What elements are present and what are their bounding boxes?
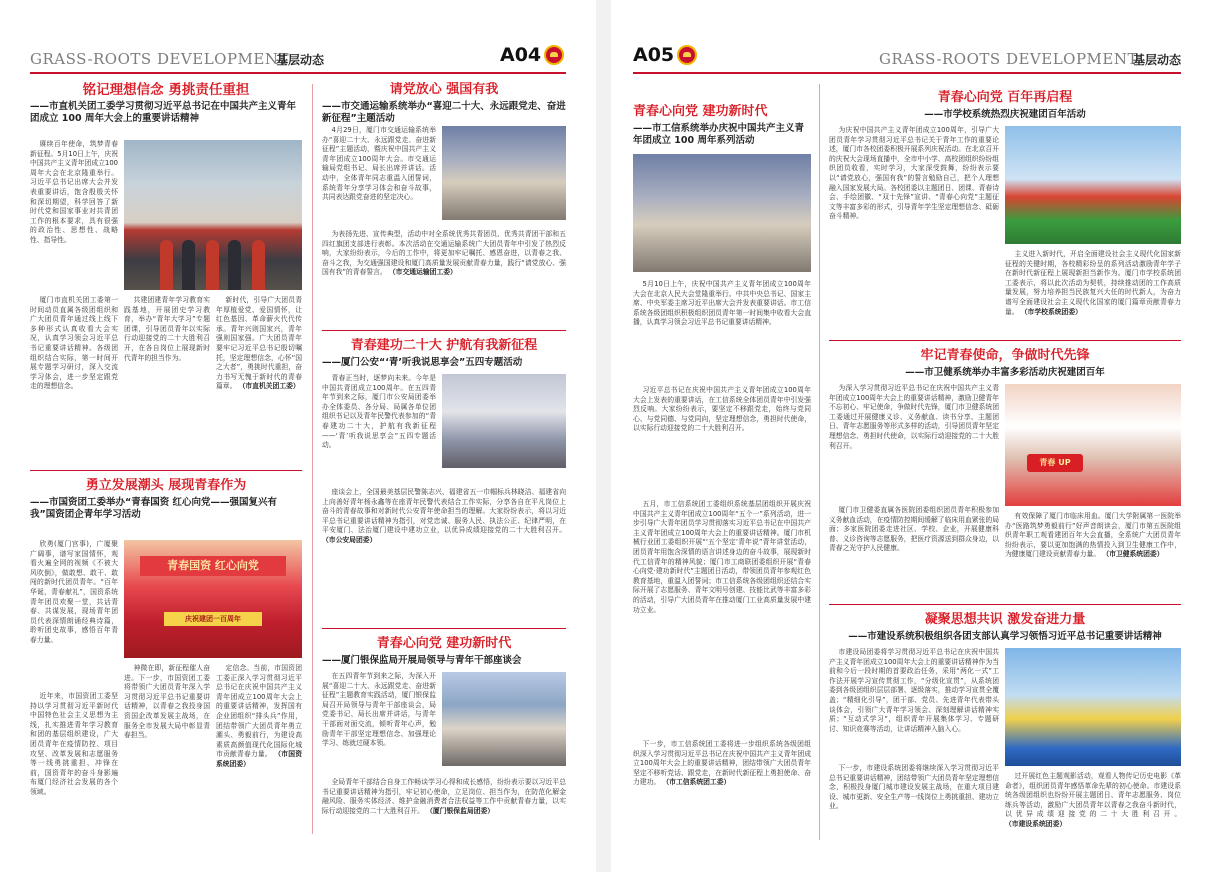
photo-banner: 青春国资 红心向党: [140, 556, 286, 576]
header-rule: [30, 72, 566, 74]
article-4-photo: [124, 540, 302, 658]
youth-league-emblem-icon: [677, 45, 697, 65]
photo-banner-secondary: 庆祝建团一百周年: [164, 612, 262, 626]
article-8-body-3: 有效保障了厦门市临床用血。厦门大学附属第一医院举办“医路筑梦勇毅前行”好声音朗读会，厦门市第五医院组织青年职工观看建团百年大会直播，全系统广大团员青年纷纷表示，要以更加饱满的热情投入到卫生健康工作中，为健康厦门建设贡献青春力量。 （市卫健系统团委）: [1005, 512, 1181, 559]
article-1-body-1: 赓续百年使命，筑梦青春新征程。5月10日上午，庆祝中国共产主义青年团成立100周年大会在北京隆重举行。习近平总书记出席大会并发表重要讲话，饱含殷殷关怀和深切期望，科学回答了新时代党和国家事业对共青团工作的根本要求，具有很强的政治性、思想性、战略性、指导性。: [30, 140, 118, 244]
section-label: 基层动态: [276, 53, 325, 67]
article-3-source: （市公安局团委）: [322, 535, 377, 544]
article-6-photo: [633, 154, 811, 272]
article-4-title: 勇立发展潮头 展现青春作为: [85, 478, 247, 493]
article-9-subtitle: ——市建设系统积极组织各团支部认真学习领悟习近平总书记重要讲话精神: [848, 631, 1162, 642]
article-8-body-2: 厦门市卫健委直属各医院团委组织团员青年积极参加义务献血活动，在疫情防控期间缓解了临床用血紧张的局面；多家医院团委走进社区、学校、企业，开展健康科普、义诊咨询等志愿服务，把医疗资源送到群众身边，以青春之光守护人民健康。: [829, 506, 999, 553]
article-3: [322, 338, 566, 622]
article-8-subtitle: ——市卫健系统举办丰富多彩活动庆祝建团百年: [905, 367, 1105, 378]
photo-figure: [228, 240, 241, 290]
article-2-body-1: 4月29日，厦门市交通运输系统举办“喜迎二十大、永远跟党走、奋进新征程”主题活动，暨庆祝中国共产主义青年团成立100周年大会。市交通运输局党组书记、局长出席并讲话。活动中，全体青年同志重温入团誓词，系统青年分享学习体会和奋斗故事，共同表达跟党奋进的坚定决心。: [322, 126, 436, 202]
article-6: [633, 104, 811, 840]
youth-league-emblem-icon: [544, 45, 564, 65]
article-4-body-1: 欣勇(厦门宫事)，广厦聚广阔事，谱写家国情怀，观看火遍全网的视频《不被大风吹倒》，做敢想、敢干、敢闯的新时代团员青年。“百年华诞，青春献礼”，国资系统青年团员欢聚一堂，共话青春、共谋发展，现场青年团员代表深情朗诵经典诗篇，聆听团史故事，感悟百年青春力量。: [30, 540, 118, 644]
article-6-body-4: 下一步，市工信系统团工委将进一步组织系统各级团组织深入学习贯彻习近平总书记在庆祝中国共产主义青年团成立100周年大会上的重要讲话精神，团结带领广大团员青年坚定不移听党话、跟党走，在新时代新征程上勇担使命、奋力建功。 （市工信系统团工委）: [633, 740, 811, 787]
photo-figure: [206, 240, 219, 290]
article-7-photo: [1005, 126, 1181, 244]
article-3-photo: [442, 374, 566, 468]
column-divider: [819, 84, 820, 840]
column-divider: [312, 84, 313, 834]
article-2: [322, 82, 566, 324]
page-gutter: [596, 0, 611, 872]
article-5-body-1: 在五四青年节到来之际，为深入开展“喜迎二十大、永远跟党走、奋进新征程”主题教育实践活动，厦门银保监局召开局领导与青年干部座谈会，局党委书记、局长出席并讲话，与青年干部面对面交流，倾听青年心声，勉励青年干部坚定理想信念、加强理论学习、练就过硬本领。: [322, 672, 436, 748]
article-1-title: 铭记理想信念 勇挑责任重担: [82, 82, 250, 98]
article-9-title: 凝聚思想共识 激发奋进力量: [924, 612, 1086, 627]
article-9: [829, 612, 1181, 846]
section-label: 基层动态: [1133, 53, 1182, 67]
header-rule: [633, 72, 1181, 74]
article-8-photo: [1005, 384, 1181, 506]
article-7-body-2: 主义进入新时代，开启全面建设社会主义现代化国家新征程的关键时期，各校精彩纷呈的系列活动激励青年学子在新时代新征程上展现新担当新作为。厦门市学校系统团工委表示，将以此次活动为契机，持续推动团的工作高质量发展，努力培养担当民族复兴大任的时代新人，为奋力谱写全面建设社会主义现代化国家的厦门篇章贡献青春力量。 （市学校系统团委）: [1005, 250, 1181, 316]
article-2-subtitle: ——市交通运输系统举办“喜迎二十大、永远跟党走、奋进新征程”主题活动: [322, 101, 566, 124]
article-1-body-2: 厦门市直机关团工委第一时间动员直属各级团组织和广大团员青年通过线上线下多种形式认真收看大会实况，认真学习领会习近平总书记重要讲话精神。各级团组织结合实际，第一时间开展专题学习研讨，深入交流学习体会，进一步坚定跟党走的理想信念。: [30, 296, 118, 391]
article-7-title: 青春心向党 百年再启程: [937, 90, 1073, 105]
article-6-subtitle: ——市工信系统举办庆祝中国共产主义青年团成立 100 周年系列活动: [633, 123, 805, 146]
article-6-source: （市工信系统团工委）: [662, 778, 731, 787]
article-3-body-1: 青春正当时，逐梦向未来。今年是中国共青团成立100周年。在五四青年节到来之际，厦门市公安局团委举办全体委员、各分局、局属各单位团组织书记以及青年民警代表参加的“青春建功二十大，护航有我新征程——‘青’听我说思享会”五四专题活动。: [322, 374, 436, 450]
article-6-title: 青春心向党 建功新时代: [633, 104, 768, 119]
article-2-title: 请党放心 强国有我: [389, 82, 499, 97]
article-5-photo: [442, 672, 566, 766]
article-5-source: （厦门银保监局团委）: [426, 806, 495, 815]
article-separator: [30, 470, 302, 471]
brand-title: GRASS-ROOTS DEVELOPMENT: [30, 50, 289, 68]
article-3-title: 青春建功二十大 护航有我新征程: [350, 338, 538, 353]
article-9-photo: [1005, 648, 1181, 766]
page-number: A04: [500, 44, 542, 66]
brand-title: GRASS-ROOTS DEVELOPMENT: [879, 50, 1138, 68]
page-header: [30, 40, 566, 72]
article-2-photo: [442, 126, 566, 220]
photo-badge: 青春 UP: [1027, 454, 1083, 472]
page-a04: [0, 0, 596, 872]
article-5: [322, 636, 566, 846]
article-4: [30, 478, 302, 846]
article-3-subtitle: ——厦门公安“‘青’听我说思享会”五四专题活动: [322, 357, 523, 368]
article-6-body-3: 五月，市工信系统团工委组织系统基层团组织开展庆祝中国共产主义青年团成立100周年“五个一”系列活动，进一步引导广大青年团员学习贯彻落实习近平总书记在中国共产主义青年团成立100周年大会上的重要讲话精神。厦门市机械行业团工委组织开展“‘五个坚定’青年说”青年讲堂活动，团员青年用饱含深情的语言讲述身边的奋斗故事，展现新时代工信青年的精神风貌；厦门市工商联团委组织开展“青春心向党·建功新时代”主题团日活动，带领团员青年参观红色教育基地，重温入团誓词；市工信系统各级团组织还结合实际开展了志愿服务、青年文明号创建、技能比武等丰富多彩的活动，引导广大团员青年在推动厦门工业高质量发展中建功立业。: [633, 500, 811, 614]
article-4-body-4: 定信念。当前，市国资团工委正深入学习贯彻习近平总书记在庆祝中国共产主义青年团成立100周年大会上的重要讲话精神，发挥国有企业团组织“排头兵”作用，团结带领广大团员青年勇立潮头、勇毅前行，为建设高素质高颜值现代化国际化城市贡献青春力量。 （市国资系统团委）: [216, 664, 302, 768]
article-7-source: （市学校系统团委）: [1020, 307, 1082, 316]
article-7-subtitle: ——市学校系统热烈庆祝建团百年活动: [924, 109, 1086, 120]
article-9-body-2: 下一步，市建设系统团委将继续深入学习贯彻习近平总书记重要讲话精神，团结带领广大团员青年坚定理想信念，积极投身厦门城市建设发展主战场，在重大项目建设、城市更新、安全生产等一线岗位上勇挑重担、建功立业。: [829, 764, 999, 811]
photo-figure: [252, 240, 265, 290]
article-4-source: （市国资系统团委）: [216, 750, 302, 768]
article-5-subtitle: ——厦门银保监局开展局领导与青年干部座谈会: [322, 655, 522, 666]
article-2-source: （市交通运输团工委）: [388, 268, 457, 277]
page-header: [633, 40, 1181, 72]
article-1-source: （市直机关团工委）: [238, 382, 300, 391]
page-a05: [611, 0, 1207, 872]
article-5-title: 青春心向党 建功新时代: [376, 636, 512, 651]
article-separator: [829, 604, 1181, 605]
article-4-body-2: 近年来，市国资团工委坚持以学习贯彻习近平新时代中国特色社会主义思想为主线，扎实推进青年学习教育和团的基层组织建设，广大团员青年在疫情防控、项目攻坚、改革发展和志愿服务等一线勇挑重担、冲锋在前，国资青年的奋斗身影遍布厦门经济社会发展的各个领域。: [30, 692, 118, 796]
article-separator: [829, 340, 1181, 341]
article-separator: [322, 628, 566, 629]
article-6-body-1: 5月10日上午，庆祝中国共产主义青年团成立100周年大会在北京人民大会堂隆重举行。中共中央总书记、国家主席、中央军委主席习近平出席大会并发表重要讲话。市工信系统各级团组织积极组织团员青年第一时间集中收看大会直播，认真学习领会习近平总书记重要讲话精神。: [633, 280, 811, 327]
article-3-body-2: 座谈会上，全国最美基层民警陈志兴、福建省五一巾帼标兵林晓洁、福建省向上向善好青年杨永鑫等在座青年民警代表结合工作实际，分享各自在平凡岗位上奋斗的青春故事和对新时代公安青年使命担当的理解。大家纷纷表示，将以习近平总书记重要讲话精神为指引，对党忠诚、服务人民、执法公正、纪律严明，在平安厦门、法治厦门建设中建功立业，以优异成绩迎接党的二十大胜利召开。 （市公安局团委）: [322, 488, 566, 544]
article-7-body-1: 为庆祝中国共产主义青年团成立100周年，引导广大团员青年学习贯彻习近平总书记关于青年工作的重要论述，厦门市各校团委积极开展系列庆祝活动。在北京召开的庆祝大会现场直播中，全市中小学、高校团组织纷纷组织团员收看，实时学习，大家深受鼓舞，纷纷表示要以“请党放心，强国有我”的誓言勉励自己，把个人理想融入国家发展大局。各校团委以主题团日、团课、青春诗会、手绘团徽、“双十先锋”宣讲、“青春心向党”主题征文等丰富多彩的形式，引导青年学生坚定理想信念、砥砺奋斗精神。: [829, 126, 999, 221]
article-7: [829, 90, 1181, 332]
article-1-photo: [124, 140, 302, 290]
article-4-subtitle: ——市国资团工委举办“青春国资 红心向党——强国复兴有我”国资团企青年学习活动: [30, 497, 278, 520]
article-8-source: （市卫健系统团委）: [1102, 550, 1164, 559]
article-9-body-3: 过开展红色主题观影活动，观看人物传记历史电影《革命者》，组织团员青年感悟革命先辈的初心使命。市建设系统各级团组织也纷纷开展主题团日、青年志愿服务、岗位练兵等活动，激励广大团员青年以青春之我奋斗新时代，以优异成绩迎接党的二十大胜利召开。 （市建设系统团委）: [1005, 772, 1181, 828]
article-2-body-2: 为表扬先进、宣传典型，活动中对全系统优秀共青团员、优秀共青团干部和五四红旗团支部进行表彰。本次活动在交通运输系统广大团员青年中引发了热烈反响，大家纷纷表示，今后的工作中，将更加牢记嘱托、感恩奋进，以青春之我、奋斗之我，为交通强国建设和厦门高质量发展贡献青春力量，践行“请党放心、强国有我”的青春誓言。 （市交通运输团工委）: [322, 230, 566, 277]
article-8-title: 牢记青春使命，争做时代先锋: [920, 348, 1090, 363]
article-1-subtitle: ——市直机关团工委学习贯彻习近平总书记在中国共产主义青年团成立 100 周年大会上的重要讲话精神: [30, 101, 297, 124]
article-5-body-2: 全局青年干部结合自身工作畅谈学习心得和成长感悟，纷纷表示要以习近平总书记重要讲话精神为指引，牢记初心使命，立足岗位、担当作为，在防范化解金融风险、服务实体经济、维护金融消费者合法权益等工作中贡献青春力量，以实际行动迎接党的二十大胜利召开。 （厦门银保监局团委）: [322, 778, 566, 815]
article-6-body-2: 习近平总书记在庆祝中国共产主义青年团成立100周年大会上发表的重要讲话，在工信系统全体团员青年中引发强烈反响。大家纷纷表示，要坚定不移跟党走，始终与党同心、与党同德、与党同向，坚定理想信念，勇担时代使命，以实际行动迎接党的二十大胜利召开。: [633, 386, 811, 433]
article-8: [829, 348, 1181, 596]
photo-figure: [160, 240, 173, 290]
article-9-source: （市建设系统团委）: [1005, 819, 1067, 828]
article-4-body-3: 神微在即，新征程催人奋进。下一步，市国资团工委将带领广大团员青年深入学习贯彻习近平总书记重要讲话精神，以青春之我投身国资国企改革发展主战场，在服务全市发展大局中彰显青春担当。: [124, 664, 210, 740]
article-1: [30, 82, 302, 468]
article-1-body-4: 新时代，引导广大团员青年厚植爱党、爱国情怀，让红色基因、革命薪火代代传承。青年兴则国家兴，青年强则国家强。广大团员青年要牢记习近平总书记殷切嘱托，坚定理想信念，心怀“国之大者”，勇挑时代重担，奋力书写无愧于新时代的青春篇章。 （市直机关团工委）: [216, 296, 302, 391]
article-separator: [322, 330, 566, 331]
photo-figure: [182, 240, 195, 290]
page-number: A05: [633, 44, 675, 66]
article-1-body-3: 共建团建青年学习教育实践基地，开展团史学习教育，举办“青年大学习”专题团课，引导团员青年以实际行动迎接党的二十大胜利召开，在各自岗位上展现新时代青年的担当作为。: [124, 296, 210, 362]
article-8-body-1: 为深入学习贯彻习近平总书记在庆祝中国共产主义青年团成立100周年大会上的重要讲话精神，激励卫健青年不忘初心、牢记使命，争做时代先锋，厦门市卫健系统团工委通过开展健康义诊、义务献血、读书分享、主题团日、青年志愿服务等形式多样的活动，引导团员青年坚定理想信念、勇担时代使命，以实际行动迎接党的二十大胜利召开。: [829, 384, 999, 450]
article-9-body-1: 市建设局团委将学习贯彻习近平总书记在庆祝中国共产主义青年团成立100周年大会上的重要讲话精神作为当前和今后一段时期的首要政治任务，采用“两化一式”工作法开展学习宣传贯彻工作，“分级化宣贯”，从系统团委到各级团组织层层部署、逐级落实，推动学习宣贯全覆盖；“精细化引导”，团干部、党员、先进青年代表带头谈体会，引领广大青年学习领会、深刻理解讲话精神实质；“互动式学习”，组织青年开展集体学习、专题研讨、知识竞赛等活动，让讲话精神入脑入心。: [829, 648, 999, 733]
